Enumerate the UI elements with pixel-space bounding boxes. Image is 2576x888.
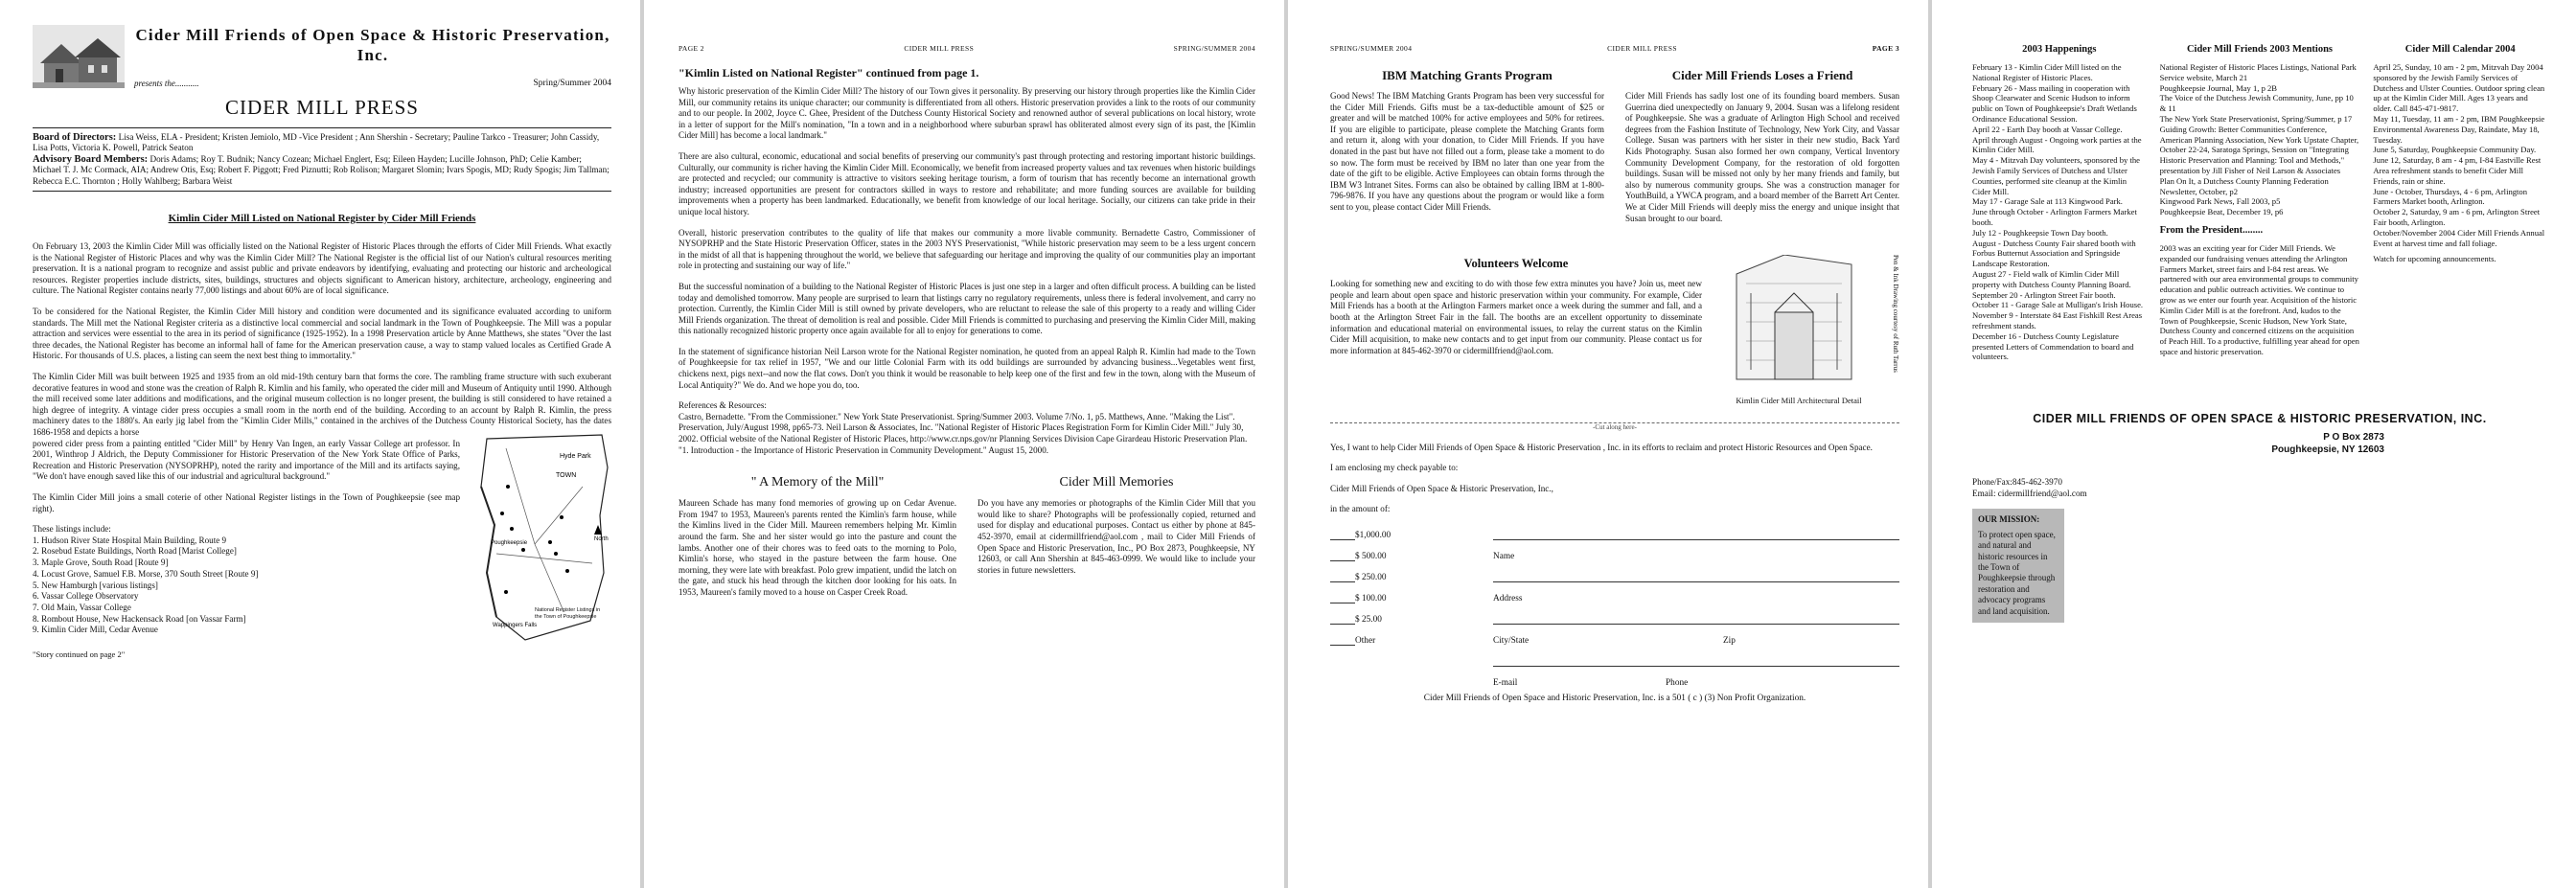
volunteers-section [1330, 255, 1899, 406]
page-3 [1288, 0, 1928, 888]
page-1 [0, 0, 640, 888]
happenings-title: 2003 Happenings [2022, 44, 2097, 55]
mailer-org-name: CIDER MILL FRIENDS OF OPEN SPACE & HISTORIC PRESERVATION, INC. [2033, 412, 2487, 426]
contact-fields [1484, 519, 1899, 688]
poughkeepsie-map [468, 429, 611, 649]
header-issue: SPRING/SUMMER 2004 [1330, 44, 1413, 53]
advisory-board: Advisory Board Members: Doris Adams; Roy T. Budnik; Nancy Cozean; Michael Englert, Esq; Eileen Hayden; Lucille Johnson, PhD; Celie Kamber; Michael T. J. Mc Cormack, AIA; Andrew Otis, Esq; Robert F. Piggott; Fred Piznutti; Rob Rolison; Margaret Slomin; Ivars Spogis, MD; Rudy Spogis; Jim Tallman; Rebecca E.C. Thornton ; Holly Wahlberg; Barbara Weist [33, 153, 610, 186]
city-zip-label: City/State Zip [1493, 635, 1736, 646]
cut-label: -Cut along here- [1593, 422, 1637, 431]
divider [33, 191, 611, 192]
article-paragraph: To be considered for the National Register, the Kimlin Cider Mill history and condition were documented and its significance evaluated according to uniform standards. The Mill met the National Register criteria as a distinctive local commercial and social landmark in the Town of Poughkeepsie. The Mill was a popular attraction and services were essential to the area in its period of significance (1925-1952). In a 1998 Preservation article by Anne Matthews, she states "Over the last three decades, the National Register has become an informal hall of fame for the American preservation cause, a way to stamp valued locales as Certified Grade A Historic. For thousands of U.S. places, a listing can seem the next best thing to immortality." [33, 307, 611, 361]
phone-fax: Phone/Fax:845-462-3970 [1972, 477, 2062, 488]
mailer-address [1972, 431, 2547, 456]
article-paragraph: Why historic preservation of the Kimlin Cider Mill? The history of our Town gives it personality. By preserving our history through properties like the Kimlin Cider Mill, our community retains its unique character; our community is differentiated from all others. Historic preservation provides a link to the roots of our community and to our people. In 2002, Joyce C. Ghee, President of the Dutchess County Historical Society and renowned author of several publications on local history, wrote in a letter of support for the Mill's nomination, "In a town and in a neighborhood where suburban sprawl has obliterated almost every sign of its past, the [Kimlin Cider Mill] has become a local landmark." [678, 86, 1255, 141]
drawing-credit: Pen & Ink Drawing courtesy of Ruth Tarrus [1892, 255, 1899, 373]
listings-intro: These listings include: [33, 524, 111, 535]
name-label: Name [1493, 551, 1515, 561]
list-item: August 27 - Field walk of Kimlin Cider Mill property with Dutchess County Planning Board. [1972, 268, 2131, 289]
cider-mill-drawing [1727, 255, 1871, 389]
email-phone-label: E-mail Phone [1493, 677, 1689, 688]
list-item: October 11 - Garage Sale at Mulligan's Irish House. [1972, 300, 2144, 310]
email-address: Email: cidermillfriend@aol.com [1972, 488, 2087, 498]
board-of-directors: Board of Directors: Lisa Weiss, ELA - President; Kristen Jemiolo, MD -Vice President ; Ann Shershin - Secretary; Pauline Tarkco - Treasurer; John Cassidy, Lisa Potts, Victoria K. Powell, Patrick Seaton [33, 132, 600, 153]
mentions-title: Cider Mill Friends 2003 Mentions [2186, 44, 2334, 55]
amount-other[interactable]: Other [1330, 625, 1484, 646]
cider-mill-logo [33, 25, 125, 88]
listings-list [33, 535, 460, 636]
article-paragraph: Overall, historic preservation contributes to the quality of life that makes our community a more livable community. Bernadette Castro, Commissioner of NYSOPRHP and the State Historic Preservation Officer, states in the 2003 NYS Preservationist, "While historic preservation may seem to be a less urgent concern in the midst of all that is happening throughout the world, we believe that safeguarding our heritage and improving the quality of our communities play an important role in protecting and sustaining our way of life." [678, 227, 1255, 271]
list-item: December 16 - Dutchess County Legislature presented Letters of Commendation to board and volunteers. [1972, 330, 2134, 362]
name-field[interactable] [1493, 519, 1899, 540]
list-item: 5. New Hamburgh [various listings] [33, 580, 158, 590]
header-title: CIDER MILL PRESS [904, 44, 975, 53]
calendar-title: Cider Mill Calendar 2004 [2404, 44, 2516, 55]
issue-label: Spring/Summer 2004 [533, 79, 611, 88]
article-paragraph: The Kimlin Cider Mill joins a small coterie of other National Register listings in the Town of Poughkeepsie (see map right). [33, 491, 460, 513]
mission-title: OUR MISSION: [1978, 514, 2040, 525]
page-number: PAGE 3 [1872, 44, 1899, 53]
map-label: Hyde Park [560, 452, 591, 460]
loses-friend-text: Cider Mill Friends has sadly lost one of its founding board members. Susan Guerrina died unexpectedly on January 9, 2004. Susan was a lifelong resident of Poughkeepsie. She was a graduate of Arlington High School and received degrees from the Fashion Institute of Technology, New York City, and Vassar College. Susan was partners with her sister in their new studio, Back Yard Kids Photography. Susan also formed her own company, Vertical Inventory Community Development Company, for the restoration of old forgotten buildings. Susan will be missed not only by her many friends and family, but also by numerous community groups. She was a construction manager for YouthBuild, a YWCA program, and a board member of the Barrett Art Center. We at Cider Mill Friends will deeply miss the energy and unique insight that Susan brought to our board. [1625, 91, 1899, 223]
article-title: Kimlin Cider Mill Listed on National Register by Cider Mill Friends [168, 213, 476, 225]
amount-1000[interactable]: $1,000.00 [1330, 519, 1484, 540]
references-title: References & Resources: [678, 400, 767, 411]
mission-box [1972, 509, 2064, 623]
list-item: November 9 - Interstate 84 East Fishkill Rest Areas refreshment stands. [1972, 310, 2143, 330]
continued-note: "Story continued on page 2" [33, 649, 126, 660]
list-item: October/November 2004 Cider Mill Friends Annual Event at harvest time and fall foliage. [2373, 227, 2545, 248]
masthead [33, 25, 611, 88]
list-item: April 22 - Earth Day booth at Vassar College. [1972, 124, 2123, 134]
list-item: February 26 - Mass mailing in cooperation with Shoop Clearwater and Scenic Hudson to inform public on Town of Poughkeepsie's Draft Wetlands Ordinance Educational Session. [1972, 82, 2137, 124]
ibm-text: Good News! The IBM Matching Grants Program has been very successful for the Cider Mill Friends. Gifts must be a tax-deductible amount of $25 or greater and will be matched 100% for active employees and 50% for retirees. If you are eligible to participate, please complete the Matching Grants form and return it, along with your donation, to Cider Mill Friends. If you have donated in the past but have not filled out a form, please take a moment to do so now. The form must be received by IBM no later than one year from the date of the gift to be eligible. Active Employees can obtain forms through the IBM W3 Intranet Sites. Forms can also be obtained by calling IBM at 1-800-796-9876. If you have any questions about the program or would like a form sent to you, please contact Cider Mill Friends. [1330, 91, 1604, 212]
address-field[interactable] [1493, 561, 1899, 582]
happenings-column [1972, 44, 2147, 362]
city-zip-field[interactable] [1493, 603, 1899, 625]
contact-info [1972, 477, 2547, 499]
running-header [1330, 44, 1899, 53]
list-item: 4. Locust Grove, Samuel F.B. Morse, 370 South Street [Route 9] [33, 568, 259, 579]
amount-100[interactable]: $ 100.00 [1330, 582, 1484, 603]
header-title: CIDER MILL PRESS [1607, 44, 1677, 53]
city-state-zip: Poughkeepsie, NY 12603 [2271, 444, 2384, 456]
list-item: June 5, Saturday, Poughkeepsie Community Day. [2373, 145, 2537, 155]
loses-friend-title: Cider Mill Friends Loses a Friend [1671, 68, 1853, 82]
page-2 [644, 0, 1284, 888]
enclosing-label: I am enclosing my check payable to: [1330, 463, 1459, 473]
north-label: North [594, 535, 609, 542]
map-label: Wappingers Falls [493, 622, 538, 628]
mentions-column [2160, 44, 2360, 362]
list-item: Kingwood Park News, Fall 2003, p5 [2159, 196, 2281, 207]
continued-title: "Kimlin Listed on National Register" continued from page 1. [678, 66, 979, 80]
list-item: June - October, Thursdays, 4 - 6 pm, Arlington Farmers Market booth, Arlington. [2373, 186, 2528, 207]
calendar-column [2373, 44, 2547, 362]
list-item: Plan On It, a Dutchess County Planning Federation Newsletter, October, p2 [2159, 175, 2329, 196]
ibm-title: IBM Matching Grants Program [1382, 68, 1552, 82]
page-number: PAGE 2 [678, 44, 704, 53]
list-item: June through October - Arlington Farmers Market booth. [1972, 207, 2137, 227]
amount-25[interactable]: $ 25.00 [1330, 603, 1484, 625]
list-item: April through August - Ongoing work parties at the Kimlin Cider Mill. [1972, 134, 2142, 155]
top-articles [1330, 66, 1899, 234]
payee-label: Cider Mill Friends of Open Space & Historic Preservation, Inc., [1330, 483, 1553, 493]
list-item: Poughkeepsie Beat, December 19, p6 [2159, 207, 2284, 217]
map-label: Poughkeepsie [491, 539, 528, 546]
presents-label: presents the........... [134, 79, 199, 88]
org-title: Cider Mill Friends of Open Space & Historic Preservation, Inc. [135, 26, 610, 64]
amount-500[interactable]: $ 500.00 [1330, 540, 1484, 561]
amount-label: in the amount of: [1330, 504, 1391, 514]
donation-form [1330, 519, 1899, 688]
list-item: Poughkeepsie Journal, May 1, p 2B [2159, 82, 2278, 93]
amount-250[interactable]: $ 250.00 [1330, 561, 1484, 582]
list-item: 7. Old Main, Vassar College [33, 602, 131, 612]
divider [33, 127, 611, 128]
memories-title: Cider Mill Memories [1059, 475, 1174, 490]
list-item: May 4 - Mitzvah Day volunteers, sponsored by the Jewish Family Services of Dutchess and Ulster Counties, performed site cleanup at the Kimlin Cider Mill. [1972, 155, 2140, 196]
mission-text: To protect open space, and natural and historic resources in the Town of Poughkeepsie through restoration and advocacy programs and land acquisition. [1978, 529, 2056, 616]
list-item: September 20 - Arlington Street Fair booth. [1972, 289, 2116, 300]
map-label: TOWN [556, 471, 577, 479]
header-issue: SPRING/SUMMER 2004 [1173, 44, 1255, 53]
list-item: April 25, Sunday, 10 am - 2 pm, Mitzvah Day 2004 sponsored by the Jewish Family Services of Dutchess and Ulster Counties. Outdoor spring clean up at the Kimlin Cider Mill. Ages 13 years and older. Call 845-471-9817. [2373, 62, 2545, 114]
article-paragraph: There are also cultural, economic, educational and social benefits of preserving our community's past through protecting and restoring important historic buildings. Culturally, our community is richer having the Kimlin Cider Mill. Economically, we benefit from increased property values and tax revenues when historic buildings are protected and recycled; our community is attractive to visitors seeking heritage tourism, a form of tourism that has recently become an international growth industry; increased opportunities are present for contractors skilled in ways to restore and rehabilitate; and more funding sources are available for building improvements when a property has been landmarked. Educationally, we benefit from knowledge of our local heritage. Socially, our citizens can take pride in their unique local history. [678, 150, 1255, 216]
running-header [678, 44, 1255, 53]
address-label: Address [1493, 593, 1523, 603]
memories-text: Do you have any memories or photographs of the Kimlin Cider Mill that you would like to share? Photographs will be professionally copied, returned and used for display and educational purposes. Contact us either by phone at 845-452-3970, email at cidermillfriend@aol.com , mail to Cider Mill Friends of Open Space and Historic Preservation, Inc., PO Box 2873, Poughkeepsie, NY 12603, or call Ann Shershin at 845-463-0999. We would like to include your stories in future newsletters. [978, 498, 1255, 575]
back-columns [1972, 44, 2547, 362]
cut-line [1330, 422, 1899, 431]
references: Castro, Bernadette. "From the Commissioner." New York State Preservationist. Spring/Summer 2003. Volume 7/No. 1, p5. Matthews, Anne. "Making the List". Preservation, July/August 1998, pp65-73. Neil Larson & Associates, Inc. "National Register of Historic Places Registration Form for Kimlin Cider Mill." July 30, 2002. Official website of the National Register of Historic Places, http://www.cr.nps.gov/nr Planning Services Division Cape Girardeau Historic Preservation Plan. "1. Introduction - the Importance of Historic Preservation in Community Development." August 15, 2000. [678, 411, 1248, 455]
memories-section [678, 473, 1255, 607]
list-item: June 12, Saturday, 8 am - 4 pm, I-84 Eastville Rest Area refreshment stands to benefit Cider Mill Friends, rain or shine. [2373, 155, 2542, 186]
press-title: CIDER MILL PRESS [225, 96, 419, 119]
list-item: May 17 - Garage Sale at 113 Kingwood Park. [1972, 196, 2123, 207]
list-item: The New York State Preservationist, Spring/Summer, p 17 [2159, 113, 2353, 124]
list-item: May 11, Tuesday, 11 am - 2 pm, IBM Poughkeepsie Environmental Awareness Day, Raindate, May 18, Tuesday. [2373, 113, 2545, 145]
memory-title: " A Memory of the Mill" [750, 475, 885, 490]
list-item: 6. Vassar College Observatory [33, 591, 139, 602]
list-item: August - Dutchess County Fair shared booth with Forbus Butternut Association and Springside Landscape Restoration. [1972, 238, 2136, 269]
list-item: 8. Rombout House, New Hackensack Road [on Vassar Farm] [33, 613, 246, 624]
email-phone-field[interactable] [1493, 646, 1899, 667]
article-paragraph: In the statement of significance historian Neil Larson wrote for the National Register nomination, he quoted from an appeal Ralph R. Kimlin had made to the Town of Poughkeepsie for tax relief in 1957, "We and our little Colonial Farm with its odd buildings are surrounded by advancing business...Vegetables went first, chickens next, pigs next--and now the flat cows. Don't you think it would be reasonable to help keep one of the first and few in the town, along with the Museum of Local Antiquity?" We do. And we hope you do, too. [678, 346, 1255, 390]
president-text: 2003 was an exciting year for Cider Mill Friends. We expanded our fundraising venues attending the Arlington Farmers Market, street fairs and I-84 rest areas. We partnered with our area environmental groups to community education and public outreach activities. We continue to grow as we enter our fourth year. Acquisition of the historic Kimlin Cider Mill is at the forefront. And, kudos to the Town of Poughkeepsie, Scenic Hudson, New York State, Dutchess County and concerned citizens on the acquisition of Peach Hill. To a productive, fulfilling year ahead for open space and historic preservation. [2159, 242, 2359, 356]
list-item: 1. Hudson River State Hospital Main Building, Route 9 [33, 535, 227, 545]
drawing-caption: Kimlin Cider Mill Architectural Detail [1736, 396, 1862, 406]
list-item: 3. Maple Grove, South Road [Route 9] [33, 558, 169, 568]
list-item: National Register of Historic Places Listings, National Park Service website, March 21 [2159, 62, 2357, 82]
po-box: P O Box 2873 [2323, 432, 2384, 444]
list-item: February 13 - Kimlin Cider Mill listed on the National Register of Historic Places. [1972, 62, 2122, 82]
list-item: October 2, Saturday, 9 am - 6 pm, Arlington Street Fair booth, Arlington. [2373, 207, 2541, 227]
list-item: 2. Rosebud Estate Buildings, North Road [Marist College] [33, 546, 237, 557]
list-item: The Voice of the Dutchess Jewish Community, June, pp 10 & 11 [2159, 93, 2354, 114]
amount-options [1330, 519, 1484, 688]
nonprofit-note: Cider Mill Friends of Open Space and Historic Preservation, Inc. is a 501 ( c ) (3) Non Profit Organization. [1423, 693, 1806, 703]
list-item: July 12 - Poughkeepsie Town Day booth. [1972, 227, 2108, 238]
form-intro: Yes, I want to help Cider Mill Friends of Open Space & Historic Preservation , Inc. in its efforts to reclaim and protect Historic Resources and Open Space. [1330, 442, 1873, 452]
article-paragraph: The Kimlin Cider Mill was built between 1925 and 1935 from an old mid-19th century barn that forms the core. The rambling frame structure with such exuberant decorative features in wood and stone was the creation of Ralph R. Kimlin and his family, who operated the cider mill and Museum of Antiquity until 1990. Although the mill received some later additions and modifications, and the original museum collection is no longer present, the building is still considered to have retained a high degree of integrity. A vintage cider press occupies a small room in the north end of the building. According to an account by Ralph R. Kimlin, the press machinery dates to the 1880's. An early jig label from the "Kimlin Cider Mills," contained in the archives of the Dutchess County Historical Society, has the dates 1686-1958 and depicts a horse [33, 371, 611, 437]
article-paragraph: But the successful nomination of a building to the National Register of Historic Places is just one step in a larger and often difficult process. A building can be listed today and demolished tomorrow. Many people are surprised to learn that listings carry no regulatory requirements, unless there is federal involvement, and carry no protection. Currently, the Kimlin Cider Mill is still owned by private developers, who are reluctant to release the sale of this property to a ready and willing Cider Mill Friends organization. The threat of demolition is real and possible. Cider Mill Friends is committed to purchasing and preserving the Kimlin Cider Mill, making this nationally recognized historic property once again available for all to enjoy for generations to come. [678, 281, 1255, 336]
memory-text: Maureen Schade has many fond memories of growing up on Cedar Avenue. From 1947 to 1953, Maureen's parents rented the Kimlin's farm house, while the Kimlins lived in the Cider Mill. Maureen remembers helping Mr. Kimlin around the farm. She and her sister would go into the pasture and count the lambs. Another one of their chores was to feed oats to the morning to Polo, Kimlin's horse, who stayed in the pasture between the farm house. One morning, they were late with breakfast. Polo grew impatient, undid the latch on the gate, and stuck his head through the kitchen door looking for his oats. In 1953, Maureen's family moved to a house on Casper Creek Road. [678, 498, 956, 597]
list-item: Watch for upcoming announcements. [2373, 254, 2496, 264]
list-item: 9. Kimlin Cider Mill, Cedar Avenue [33, 625, 158, 635]
article-paragraph: On February 13, 2003 the Kimlin Cider Mill was officially listed on the National Register of Historic Places through the efforts of Cider Mill Friends. What exactly is the National Register of Historic Places and why was the Kimlin Cider Mill? The National Register is the official list of our Nation's cultural resources meriting preservation. It is a national program to recognize and assist public and private endeavors by identifying, evaluating and protecting our historic and archeological resources. Register properties include districts, sites, buildings, structures and objects significant to American history, architecture, archeology, engineering and culture. The National Register contains nearly 77,000 listings and about 60% are of local significance. [33, 241, 611, 296]
volunteers-title: Volunteers Welcome [1463, 257, 1569, 271]
list-item: Guiding Growth: Better Communities Conference, American Planning Association, New York Upstate Chapter, October 22-24, Saratoga Springs, Session on "Integrating Historic Preservation and Planning: Tool and Methods," presentation by Jill Fisher of Neil Larson & Associates [2159, 124, 2359, 175]
volunteers-text: Looking for something new and exciting to do with those few extra minutes you have? Join us, meet new people and learn about open space and historic preservation within your community. For example, Cider Mill Friends has a booth at the Arlington Farmers market once a week during the summer and fall, and a booth at the Arlington Street Fair in the fall. The booths are an excellent opportunity to disseminate information and educational material on environmental issues, to relay the current status on the Kimlin Cider Mill acquisition, to make new contacts and to get input from our community. Please contact us for more information at 845-462-3970 or cidermillfriend@aol.com. [1330, 279, 1702, 355]
article-paragraph: powered cider press from a painting entitled "Cider Mill" by Henry Van Ingen, an early Vassar College art professor. In 2001, Winthrop J Aldrich, the Deputy Commissioner for Historic Preservation of the New York State Office of Parks, Recreation and Historic Preservation (NYSOPRHP), noted the rarity and importance of the Mill and its artifacts saying, "We don't have enough saved like this of our industrial and agricultural background." [33, 438, 460, 482]
president-title: From the President........ [2159, 224, 2264, 236]
map-caption: National Register Listings in the Town of Poughkeepsie [535, 606, 601, 620]
page-4 [1932, 0, 2576, 888]
